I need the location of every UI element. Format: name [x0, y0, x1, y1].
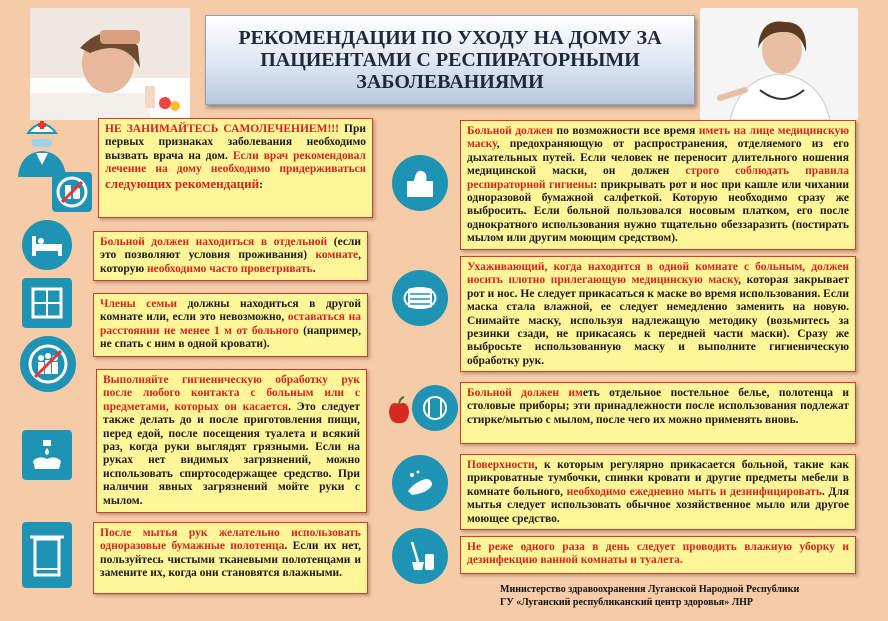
card-text: , предохраняющую от распространения, отделяемого из его дыхательных путей. Если человек не переносит длительного ношения медицинской маски, он должен	[467, 138, 849, 178]
card-text: . Если их нет, пользуйтесь чистыми тканевыми полотенцами и замените их, когда они становятся влажными.	[100, 540, 361, 580]
bathroom-cleaning-card	[460, 536, 856, 574]
towels-card	[93, 522, 368, 594]
card-text-highlight: Если врач рекомендовал лечение на дому необходимо придерживаться	[105, 149, 366, 176]
card-text: еть отдельное постельное белье, полотенца и столовые приборы; эти принадлежности после использования подлежат стирке/мытью с мылом, после чего их можно применять вновь.	[467, 387, 850, 426]
separate-linen-card	[460, 382, 856, 444]
card-text-highlight: После мытья рук желательно использовать одноразовые бумажные полотенца	[100, 527, 361, 553]
card-text: (например, не спать с ним в одной кровати).	[100, 324, 361, 351]
caregiver-mask-card	[460, 256, 856, 372]
card-text: , которая закрывает рот и нос. Не следует прикасаться к маске во время использования. Если маска стала влажной, ее следует немедленно заменить на новую. Снимайте маску, используя надлежащую методику (возьмитесь за резинки сзади, не прикасаясь к передней части маски). Сразу же выбросьте использованную маску и выполните гигиеническую обработку рук.	[467, 274, 849, 367]
card-text: : прикрывать рот и нос при кашле или чихании одноразовой бумажной салфеткой. Которую необходимо сразу же выбросить. Если больной пользовался носовым платком, его после однократного использования нужно тщательно обеззаразить (постирать мылом или другим моющим средством).	[467, 178, 849, 245]
card-text-emphasis: следующих рекомендаций	[105, 175, 260, 191]
towel-icon	[22, 522, 72, 588]
surfaces-card	[460, 454, 856, 530]
wipe-surface-icon	[392, 455, 448, 511]
footer-credits	[500, 583, 880, 609]
page-title: РЕКОМЕНДАЦИИ ПО УХОДУ НА ДОМУ ЗА ПАЦИЕНТАМИ С РЕСПИРАТОРНЫМИ ЗАБОЛЕВАНИЯМИ	[238, 27, 662, 93]
card-text-highlight: Больной должен	[467, 125, 554, 137]
warning-heading: НЕ ЗАНИМАЙТЕСЬ САМОЛЕЧЕНИЕМ!!!	[105, 123, 339, 135]
doctor-photo	[700, 8, 858, 120]
card-text-highlight: Поверхности	[467, 459, 535, 471]
card-text: .	[312, 262, 316, 275]
card-text-highlight: комнате	[315, 249, 359, 262]
face-mask-icon	[392, 270, 448, 326]
card-text-highlight: Не реже одного раза в день следует проводить влажную уборку и дезинфекцию ванной комнаты и туалета.	[467, 541, 849, 567]
card-text: . Это следует также делать до и после приготовления пищи, перед едой, после посещения туалета и всякий раз, когда руки выглядят грязными. Если на руках нет видимых загрязнений, можно использовать спиртосодержащее средство. При наличии явных загрязнений мойте руки с мылом.	[103, 400, 360, 507]
card-text-highlight: иметь на лице медицинскую маску	[467, 125, 849, 151]
card-text-highlight: Члены семьи	[100, 298, 178, 310]
window-icon	[22, 278, 72, 328]
sick-woman-photo	[30, 8, 190, 120]
apple-icon	[386, 396, 412, 426]
card-text-highlight: Больной должен находиться в отдельной	[100, 236, 328, 248]
cleaning-icon	[392, 528, 448, 584]
bed-icon	[22, 220, 72, 270]
card-text-highlight: строго соблюдать правила респираторной гигиены	[467, 165, 849, 191]
no-self-medication-icon	[52, 172, 92, 212]
card-text: :	[259, 178, 263, 191]
card-text: должны находиться в другой комнате или, если это невозможно,	[100, 298, 361, 324]
card-text-highlight: необходимо часто проветривать	[146, 262, 313, 275]
family-distance-card	[93, 293, 368, 357]
card-text: по возможности все время	[553, 125, 699, 137]
footer-ministry: Министерство здравоохранения Луганской Народной Республики	[500, 584, 800, 595]
card-text-highlight: Выполняйте гигиеническую обработку рук после любого контакта с больным или с предметами, которых он касается	[103, 374, 360, 413]
cutlery-icon	[412, 385, 458, 431]
card-text-highlight: оставаться на расстоянии не менее 1 м от больного	[100, 311, 361, 337]
tissue-box-icon	[392, 155, 448, 211]
card-text-highlight: необходимо ежедневно мыть и дезинфицировать	[566, 485, 822, 498]
self-medication-card	[98, 118, 373, 218]
title-banner	[205, 15, 695, 105]
card-text: При первых признаках заболевания необходимо вызвать врача на дом.	[105, 123, 366, 162]
no-crowd-icon	[20, 336, 76, 392]
hand-hygiene-card	[96, 369, 367, 513]
hand-wash-icon	[22, 430, 72, 480]
patient-mask-card	[460, 120, 856, 250]
card-text-highlight: Больной должен им	[467, 387, 583, 399]
card-text: . Для мытья следует использовать обычное хозяйственное мыло или другое моющее средство.	[467, 485, 850, 525]
separate-room-card	[93, 231, 368, 281]
footer-center: ГУ «Луганский республиканский центр здоровья» ЛНР	[500, 597, 754, 608]
card-text: , которую	[100, 249, 361, 275]
card-text: , к которым регулярно прикасается больной, такие как прикроватные тумбочки, спинки кровати и другие предметы мебели в комнате больного,	[467, 459, 849, 498]
card-text: (если это позволяют условия проживания)	[100, 236, 361, 262]
doctor-icon	[14, 115, 72, 177]
card-text-highlight: Ухаживающий, когда находится в одной комнате с больным, должен носить плотно прилегающую медицинскую маску	[467, 261, 849, 287]
